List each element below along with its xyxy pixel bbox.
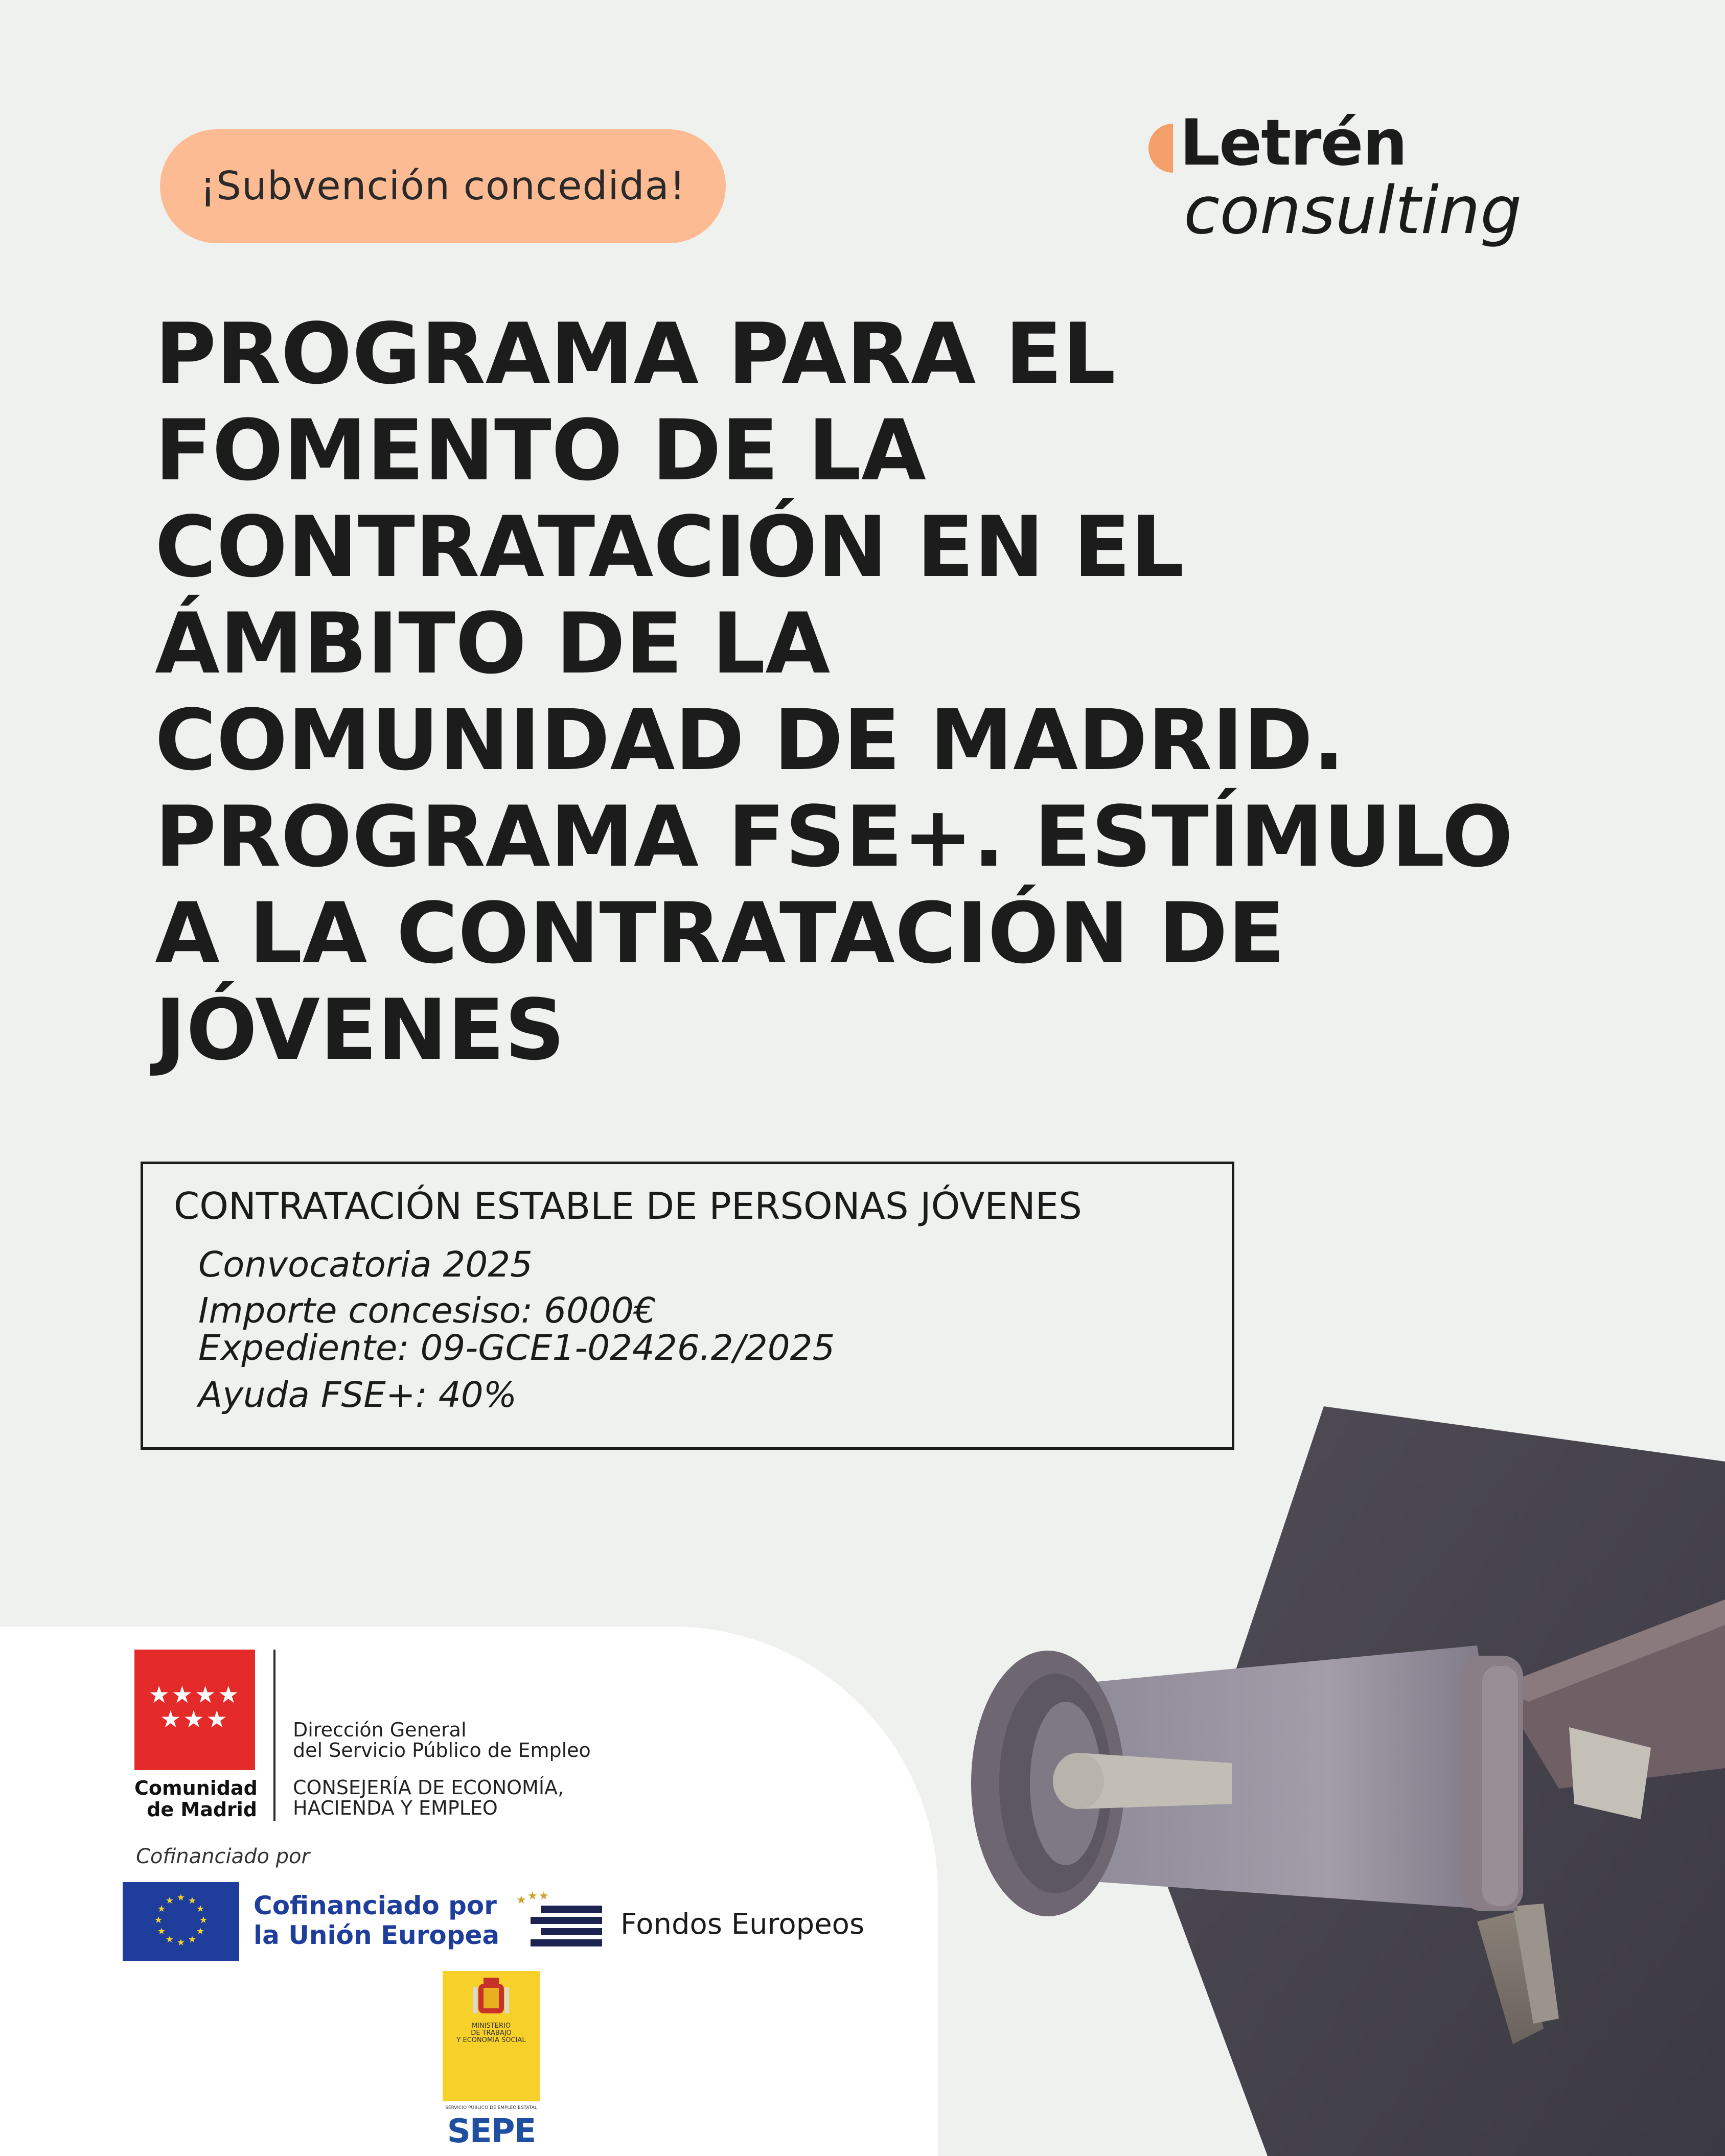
grant-file-number: Expediente: 09-GCE1-02426.2/2025 bbox=[198, 1328, 835, 1369]
svg-text:★: ★ bbox=[165, 1934, 174, 1945]
svg-text:★: ★ bbox=[157, 1904, 166, 1914]
svg-text:★: ★ bbox=[176, 1892, 186, 1903]
brand-name: Letrén bbox=[1180, 106, 1407, 180]
logo-divider bbox=[273, 1650, 275, 1821]
ministry-name-text bbox=[443, 2023, 540, 2044]
cofinanced-label: Cofinanciado por bbox=[136, 1845, 310, 1868]
eu-text-line: la Unión Europea bbox=[254, 1920, 500, 1950]
subsidy-granted-badge: ¡Subvención concedida! bbox=[160, 129, 726, 243]
svg-text:★: ★ bbox=[188, 1895, 197, 1906]
svg-text:★: ★ bbox=[176, 1937, 186, 1948]
ministry-name: CONSEJERÍA DE ECONOMÍA, bbox=[293, 1776, 564, 1799]
comunidad-madrid-name bbox=[134, 1777, 257, 1820]
title-line: COMUNIDAD DE MADRID. bbox=[155, 691, 1345, 789]
ministry-name: HACIENDA Y EMPLEO bbox=[293, 1797, 498, 1819]
title-line: CONTRATACIÓN EN EL bbox=[155, 498, 1184, 596]
fondos-europeos-icon bbox=[515, 1888, 607, 1955]
comunidad-madrid-stars-icon: ★★★★ ★★★ bbox=[148, 1681, 241, 1733]
sepe-acronym: SEPE bbox=[447, 2113, 536, 2150]
svg-text:★: ★ bbox=[539, 1890, 549, 1903]
department-name: del Servicio Público de Empleo bbox=[293, 1739, 591, 1761]
ministry-text-line: MINISTERIO bbox=[471, 2022, 511, 2030]
spain-coat-of-arms-icon bbox=[468, 1977, 514, 2021]
title-line: FOMENTO DE LA bbox=[155, 402, 926, 499]
title-line: ÁMBITO DE LA bbox=[155, 595, 831, 692]
title-line: PROGRAMA PARA EL bbox=[155, 305, 1116, 403]
svg-text:★: ★ bbox=[154, 1915, 163, 1926]
grant-amount: Importe concesiso: 6000€ bbox=[198, 1290, 656, 1331]
ministry-text-line: DE TRABAJO bbox=[471, 2029, 512, 2037]
title-line: A LA CONTRATACIÓN DE bbox=[155, 885, 1285, 982]
eu-stars-icon bbox=[123, 1882, 239, 1961]
grant-call-year: Convocatoria 2025 bbox=[198, 1244, 533, 1285]
comunidad-madrid-name-line: de Madrid bbox=[147, 1798, 257, 1821]
sepe-full-name: SERVICIO PÚBLICO DE EMPLEO ESTATAL bbox=[445, 2105, 537, 2111]
eu-text-line: Cofinanciado por bbox=[254, 1891, 497, 1920]
svg-text:★: ★ bbox=[196, 1904, 205, 1914]
svg-text:★: ★ bbox=[527, 1890, 538, 1903]
grant-info-title: CONTRATACIÓN ESTABLE DE PERSONAS JÓVENES bbox=[174, 1185, 1082, 1227]
brand-subtitle: consulting bbox=[1184, 173, 1522, 249]
svg-text:★: ★ bbox=[157, 1926, 166, 1937]
ministry-text-line: Y ECONOMÍA SOCIAL bbox=[456, 2036, 526, 2044]
eu-cofinanced-text bbox=[254, 1891, 499, 1950]
svg-text:★: ★ bbox=[196, 1926, 205, 1937]
brand-mark-icon bbox=[1148, 124, 1173, 173]
department-name: Dirección General bbox=[293, 1719, 467, 1741]
title-line: PROGRAMA FSE+. ESTÍMULO bbox=[155, 788, 1513, 886]
page-title bbox=[155, 306, 1566, 1078]
svg-text:★: ★ bbox=[199, 1915, 208, 1926]
megaphone-illustration bbox=[946, 1400, 1725, 2156]
grant-fse-share: Ayuda FSE+: 40% bbox=[198, 1375, 517, 1416]
fondos-europeos-label: Fondos Europeos bbox=[620, 1908, 865, 1941]
svg-text:★: ★ bbox=[516, 1894, 526, 1907]
svg-text:★: ★ bbox=[165, 1895, 174, 1906]
comunidad-madrid-name-line: Comunidad bbox=[134, 1777, 258, 1799]
title-line: JÓVENES bbox=[155, 981, 565, 1079]
svg-text:★: ★ bbox=[188, 1934, 197, 1945]
